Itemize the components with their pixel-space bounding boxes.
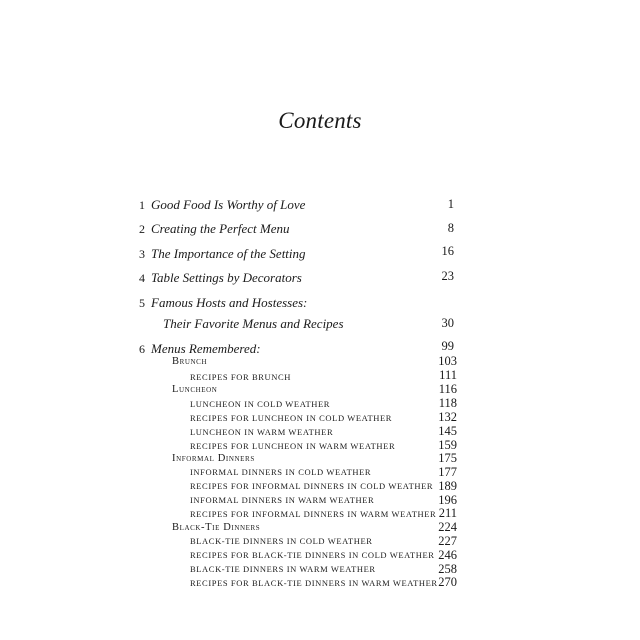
entry-page-number: 103 xyxy=(438,354,457,368)
toc-subentry: RECIPES FOR INFORMAL DINNERS IN WARM WEATHER xyxy=(190,509,437,519)
chapter-title: The Importance of the Setting xyxy=(151,246,306,261)
toc-section-luncheon: Luncheon xyxy=(172,384,218,395)
entry-page-number: 224 xyxy=(438,520,457,534)
toc-section-brunch: Brunch xyxy=(172,356,208,367)
entry-page-number: 116 xyxy=(438,382,457,396)
toc-subentry: LUNCHEON IN WARM WEATHER xyxy=(190,427,334,437)
toc-subentry: RECIPES FOR INFORMAL DINNERS IN COLD WEATHER xyxy=(190,481,434,491)
toc-chapter-6 xyxy=(139,341,261,357)
entry-page-number: 111 xyxy=(439,368,457,382)
chapter-title: Table Settings by Decorators xyxy=(151,270,302,285)
toc-subentry: BLACK-TIE DINNERS IN COLD WEATHER xyxy=(190,536,373,546)
entry-page-number: 246 xyxy=(438,548,457,562)
entry-page-number: 270 xyxy=(438,575,457,589)
entry-page-number: 118 xyxy=(438,396,457,410)
chapter-number: 1 xyxy=(139,198,145,212)
chapter-page-number: 16 xyxy=(441,244,454,258)
toc-subentry: RECIPES FOR BLACK-TIE DINNERS IN WARM WEATHER xyxy=(190,578,438,588)
toc-subentry: LUNCHEON IN COLD WEATHER xyxy=(190,399,331,409)
entry-page-number: 177 xyxy=(438,465,457,479)
entry-page-number: 258 xyxy=(438,562,457,576)
toc-section-informal-dinners: Informal Dinners xyxy=(172,453,255,464)
toc-section-black-tie-dinners: Black-Tie Dinners xyxy=(172,522,261,533)
entry-page-number: 175 xyxy=(438,451,457,465)
chapter-title: Creating the Perfect Menu xyxy=(151,221,290,236)
chapter-page-number: 1 xyxy=(447,197,454,211)
toc-subentry: RECIPES FOR BRUNCH xyxy=(190,372,292,382)
entry-page-number: 189 xyxy=(438,479,457,493)
chapter-number: 2 xyxy=(139,222,145,236)
chapter-page-number: 23 xyxy=(441,269,454,283)
chapter-page-number: 99 xyxy=(441,339,454,353)
chapter-number: 4 xyxy=(139,271,145,285)
entry-page-number: 132 xyxy=(438,410,457,424)
chapter-number: 6 xyxy=(139,342,145,356)
chapter-title: Good Food Is Worthy of Love xyxy=(151,197,306,212)
entry-page-number: 211 xyxy=(438,506,457,520)
entry-page-number: 145 xyxy=(438,424,457,438)
toc-subentry: INFORMAL DINNERS IN COLD WEATHER xyxy=(190,467,372,477)
toc-chapter-2 xyxy=(139,221,290,237)
page-title: Contents xyxy=(278,108,362,133)
toc-chapter-1 xyxy=(139,197,305,213)
toc-chapter-5 xyxy=(139,295,307,311)
chapter-title: Menus Remembered: xyxy=(151,341,261,356)
entry-page-number: 159 xyxy=(438,438,457,452)
toc-subentry: RECIPES FOR LUNCHEON IN COLD WEATHER xyxy=(190,413,393,423)
toc-chapter-3 xyxy=(139,246,306,262)
toc-subentry: RECIPES FOR BLACK-TIE DINNERS IN COLD WEATHER xyxy=(190,550,435,560)
chapter-page-number: 8 xyxy=(447,221,454,235)
toc-subentry: INFORMAL DINNERS IN WARM WEATHER xyxy=(190,495,375,505)
entry-page-number: 227 xyxy=(438,534,457,548)
chapter-title: Famous Hosts and Hostesses: xyxy=(151,295,308,310)
chapter-title-continued: Their Favorite Menus and Recipes xyxy=(163,316,344,331)
chapter-number: 5 xyxy=(139,296,145,310)
chapter-number: 3 xyxy=(139,247,145,261)
entry-page-number: 196 xyxy=(438,493,457,507)
chapter-page-number: 30 xyxy=(441,316,454,330)
toc-subentry: BLACK-TIE DINNERS IN WARM WEATHER xyxy=(190,564,376,574)
toc-subentry: RECIPES FOR LUNCHEON IN WARM WEATHER xyxy=(190,441,396,451)
toc-chapter-4 xyxy=(139,270,302,286)
